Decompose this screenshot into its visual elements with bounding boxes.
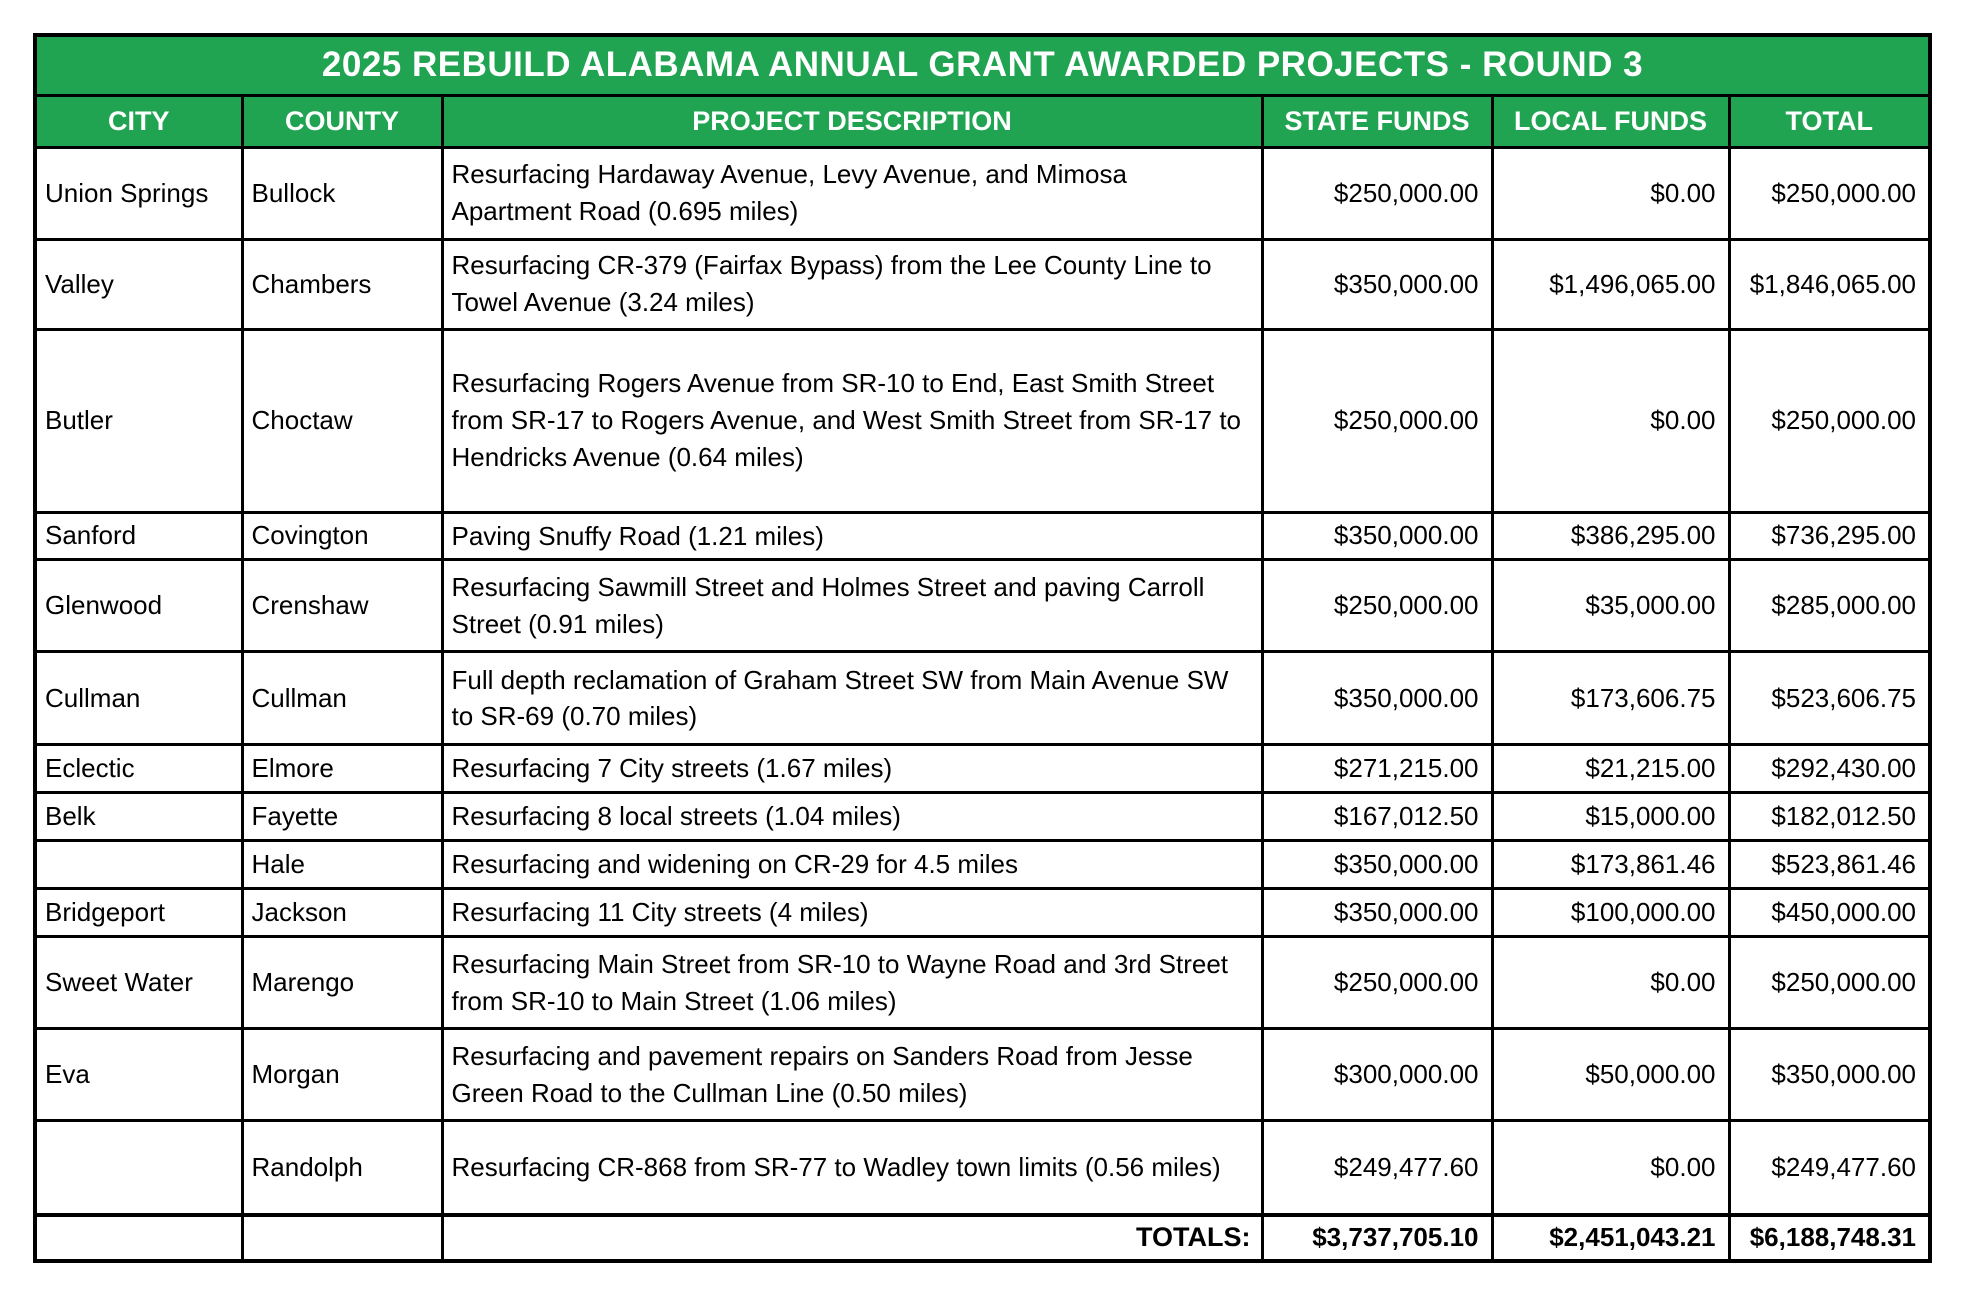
- county-cell: Crenshaw: [242, 560, 442, 652]
- state-funds-cell: $271,215.00: [1262, 745, 1492, 793]
- county-cell: Bullock: [242, 147, 442, 239]
- table-row: [35, 239, 1930, 329]
- city-cell: Eclectic: [35, 745, 242, 793]
- local-funds-cell: $35,000.00: [1492, 560, 1729, 652]
- state-funds-cell: $350,000.00: [1262, 889, 1492, 937]
- total-cell: $292,430.00: [1729, 745, 1930, 793]
- local-funds-cell: $386,295.00: [1492, 512, 1729, 560]
- county-cell: Chambers: [242, 239, 442, 329]
- total-cell: $182,012.50: [1729, 793, 1930, 841]
- total-cell: $250,000.00: [1729, 329, 1930, 512]
- county-cell: Cullman: [242, 652, 442, 745]
- county-cell: Randolph: [242, 1121, 442, 1215]
- total-cell: $250,000.00: [1729, 147, 1930, 239]
- description-cell: Resurfacing 8 local streets (1.04 miles): [442, 793, 1262, 841]
- total-cell: $736,295.00: [1729, 512, 1930, 560]
- column-header-project-description: PROJECT DESCRIPTION: [442, 95, 1262, 147]
- description-cell: Resurfacing CR-868 from SR-77 to Wadley town limits (0.56 miles): [442, 1121, 1262, 1215]
- city-cell: Sanford: [35, 512, 242, 560]
- description-cell: Resurfacing and pavement repairs on Sanders Road from Jesse Green Road to the Cullman Line (0.50 miles): [442, 1029, 1262, 1121]
- city-cell: [35, 841, 242, 889]
- local-funds-cell: $0.00: [1492, 1121, 1729, 1215]
- county-cell: Jackson: [242, 889, 442, 937]
- description-cell: Resurfacing Hardaway Avenue, Levy Avenue, and Mimosa Apartment Road (0.695 miles): [442, 147, 1262, 239]
- total-cell: $250,000.00: [1729, 937, 1930, 1029]
- local-funds-cell: $0.00: [1492, 329, 1729, 512]
- column-header-city: CITY: [35, 95, 242, 147]
- county-cell: Morgan: [242, 1029, 442, 1121]
- table-row: [35, 841, 1930, 889]
- state-funds-cell: $250,000.00: [1262, 329, 1492, 512]
- total-cell: $285,000.00: [1729, 560, 1930, 652]
- local-funds-cell: $0.00: [1492, 147, 1729, 239]
- state-funds-cell: $350,000.00: [1262, 841, 1492, 889]
- table-header-row: [35, 95, 1930, 147]
- total-cell: $523,606.75: [1729, 652, 1930, 745]
- column-header-local-funds: LOCAL FUNDS: [1492, 95, 1729, 147]
- state-funds-cell: $250,000.00: [1262, 937, 1492, 1029]
- table-row: [35, 512, 1930, 560]
- state-funds-cell: $300,000.00: [1262, 1029, 1492, 1121]
- table-row: [35, 147, 1930, 239]
- totals-row: [35, 1215, 1930, 1261]
- table-row: [35, 560, 1930, 652]
- table-row: [35, 652, 1930, 745]
- county-cell: Elmore: [242, 745, 442, 793]
- description-cell: Paving Snuffy Road (1.21 miles): [442, 512, 1262, 560]
- state-funds-cell: $350,000.00: [1262, 652, 1492, 745]
- column-header-county: COUNTY: [242, 95, 442, 147]
- city-cell: Eva: [35, 1029, 242, 1121]
- table-title-row: [35, 35, 1930, 95]
- city-cell: [35, 1215, 242, 1261]
- description-cell: Resurfacing Rogers Avenue from SR-10 to End, East Smith Street from SR-17 to Rogers Avenue, and West Smith Street from SR-17 to Hendricks Avenue (0.64 miles): [442, 329, 1262, 512]
- city-cell: Belk: [35, 793, 242, 841]
- state-funds-cell: $250,000.00: [1262, 147, 1492, 239]
- column-header-total: TOTAL: [1729, 95, 1930, 147]
- description-cell: Resurfacing Sawmill Street and Holmes Street and paving Carroll Street (0.91 miles): [442, 560, 1262, 652]
- description-cell: Resurfacing Main Street from SR-10 to Wayne Road and 3rd Street from SR-10 to Main Street (1.06 miles): [442, 937, 1262, 1029]
- grant-awards-table: [33, 33, 1932, 1263]
- column-header-state-funds: STATE FUNDS: [1262, 95, 1492, 147]
- city-cell: Glenwood: [35, 560, 242, 652]
- totals-local-funds-cell: $2,451,043.21: [1492, 1215, 1729, 1261]
- total-cell: $523,861.46: [1729, 841, 1930, 889]
- description-cell: Resurfacing 11 City streets (4 miles): [442, 889, 1262, 937]
- city-cell: Valley: [35, 239, 242, 329]
- city-cell: Union Springs: [35, 147, 242, 239]
- county-cell: [242, 1215, 442, 1261]
- city-cell: Cullman: [35, 652, 242, 745]
- local-funds-cell: $21,215.00: [1492, 745, 1729, 793]
- total-cell: $450,000.00: [1729, 889, 1930, 937]
- description-cell: Resurfacing 7 City streets (1.67 miles): [442, 745, 1262, 793]
- totals-total-cell: $6,188,748.31: [1729, 1215, 1930, 1261]
- table-row: [35, 889, 1930, 937]
- state-funds-cell: $249,477.60: [1262, 1121, 1492, 1215]
- description-cell: Resurfacing and widening on CR-29 for 4.5 miles: [442, 841, 1262, 889]
- table-row: [35, 793, 1930, 841]
- local-funds-cell: $173,861.46: [1492, 841, 1729, 889]
- totals-state-funds-cell: $3,737,705.10: [1262, 1215, 1492, 1261]
- state-funds-cell: $167,012.50: [1262, 793, 1492, 841]
- table-title: 2025 REBUILD ALABAMA ANNUAL GRANT AWARDED PROJECTS - ROUND 3: [35, 35, 1930, 95]
- description-cell: Resurfacing CR-379 (Fairfax Bypass) from the Lee County Line to Towel Avenue (3.24 miles): [442, 239, 1262, 329]
- local-funds-cell: $0.00: [1492, 937, 1729, 1029]
- city-cell: Sweet Water: [35, 937, 242, 1029]
- county-cell: Covington: [242, 512, 442, 560]
- local-funds-cell: $1,496,065.00: [1492, 239, 1729, 329]
- county-cell: Fayette: [242, 793, 442, 841]
- state-funds-cell: $350,000.00: [1262, 512, 1492, 560]
- totals-label: TOTALS:: [442, 1215, 1262, 1261]
- total-cell: $249,477.60: [1729, 1121, 1930, 1215]
- local-funds-cell: $173,606.75: [1492, 652, 1729, 745]
- state-funds-cell: $350,000.00: [1262, 239, 1492, 329]
- local-funds-cell: $50,000.00: [1492, 1029, 1729, 1121]
- county-cell: Marengo: [242, 937, 442, 1029]
- description-cell: Full depth reclamation of Graham Street SW from Main Avenue SW to SR-69 (0.70 miles): [442, 652, 1262, 745]
- city-cell: Bridgeport: [35, 889, 242, 937]
- state-funds-cell: $250,000.00: [1262, 560, 1492, 652]
- table-row: [35, 1121, 1930, 1215]
- table-row: [35, 329, 1930, 512]
- county-cell: Hale: [242, 841, 442, 889]
- table-row: [35, 1029, 1930, 1121]
- total-cell: $350,000.00: [1729, 1029, 1930, 1121]
- table-row: [35, 745, 1930, 793]
- table-row: [35, 937, 1930, 1029]
- city-cell: Butler: [35, 329, 242, 512]
- local-funds-cell: $100,000.00: [1492, 889, 1729, 937]
- county-cell: Choctaw: [242, 329, 442, 512]
- local-funds-cell: $15,000.00: [1492, 793, 1729, 841]
- city-cell: [35, 1121, 242, 1215]
- total-cell: $1,846,065.00: [1729, 239, 1930, 329]
